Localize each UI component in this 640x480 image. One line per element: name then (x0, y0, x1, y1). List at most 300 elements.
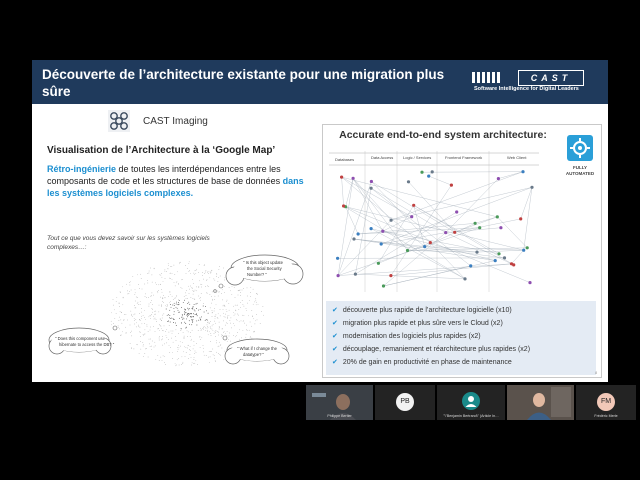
graph-dot (120, 320, 121, 321)
architecture-node (370, 227, 373, 230)
graph-dot (206, 292, 207, 293)
graph-dot (175, 363, 176, 364)
benefit-text: découverte plus rapide de l’architecture logicielle (x10) (342, 307, 512, 314)
graph-dot (162, 298, 163, 299)
graph-dot (233, 312, 234, 313)
graph-dot (170, 273, 171, 274)
graph-dot (215, 360, 216, 361)
graph-dot (140, 304, 141, 305)
graph-dot (198, 287, 199, 288)
graph-dot (218, 332, 219, 333)
graph-dot (208, 271, 209, 272)
graph-dot (195, 351, 196, 352)
graph-dot (169, 302, 170, 303)
graph-dot (178, 310, 179, 311)
graph-dot (189, 271, 190, 272)
graph-dot (220, 355, 221, 356)
graph-dot (219, 291, 220, 292)
architecture-node (450, 184, 453, 187)
graph-dot (200, 309, 201, 310)
graph-dot (223, 309, 224, 310)
graph-dot (197, 315, 198, 316)
graph-dot (189, 324, 190, 325)
architecture-edge (338, 178, 353, 275)
architecture-node (522, 249, 525, 252)
architecture-node (340, 176, 343, 179)
graph-dot (132, 276, 133, 277)
graph-dot (246, 334, 247, 335)
graph-dot (136, 327, 137, 328)
graph-dot (207, 322, 208, 323)
graph-dot (180, 262, 181, 263)
graph-dot (194, 357, 195, 358)
graph-dot (144, 310, 145, 311)
graph-dot (111, 312, 112, 313)
architecture-node (429, 241, 432, 244)
graph-dot (182, 317, 183, 318)
graph-dot (167, 305, 168, 306)
graph-dot (188, 332, 189, 333)
graph-dot (131, 331, 132, 332)
graph-dot (154, 314, 155, 315)
architecture-edge (371, 188, 471, 266)
graph-dot (263, 315, 264, 316)
graph-dot (250, 292, 251, 293)
graph-dot (149, 304, 150, 305)
graph-dot (178, 284, 179, 285)
architecture-edge (391, 264, 512, 276)
architecture-edge (355, 188, 371, 274)
graph-dot (174, 303, 175, 304)
graph-dot (212, 329, 213, 330)
architecture-edge (384, 261, 496, 286)
graph-dot (225, 317, 226, 318)
graph-dot (200, 300, 201, 301)
graph-dot (139, 319, 140, 320)
graph-dot (245, 337, 246, 338)
thought-cloud-1 (214, 255, 303, 292)
graph-dot (174, 265, 175, 266)
graph-dot (218, 318, 219, 319)
architecture-edge (524, 187, 532, 250)
graph-dot (183, 362, 184, 363)
architecture-node (530, 186, 533, 189)
graph-dot (253, 304, 254, 305)
graph-dot (250, 296, 251, 297)
graph-dot (158, 312, 159, 313)
graph-dot (154, 342, 155, 343)
graph-dot (206, 319, 207, 320)
graph-dot (191, 357, 192, 358)
graph-dot (135, 289, 136, 290)
graph-dot (227, 317, 228, 318)
graph-dot (239, 321, 240, 322)
graph-dot (216, 292, 217, 293)
architecture-edge (371, 182, 465, 279)
graph-dot (122, 304, 123, 305)
graph-dot (231, 328, 232, 329)
description-lead: Rétro-ingénierie (47, 164, 117, 174)
graph-dot (152, 309, 153, 310)
graph-dot (173, 299, 174, 300)
participant-tile-video[interactable] (306, 385, 373, 420)
graph-dot (243, 288, 244, 289)
graph-dot (147, 273, 148, 274)
graph-dot (212, 316, 213, 317)
graph-dot (131, 347, 132, 348)
graph-dot (150, 339, 151, 340)
graph-dot (206, 310, 207, 311)
graph-dot (258, 304, 259, 305)
graph-dot (163, 314, 164, 315)
graph-dot (142, 289, 143, 290)
graph-dot (173, 322, 174, 323)
architecture-node (453, 231, 456, 234)
graph-dot (182, 314, 183, 315)
graph-dot (157, 292, 158, 293)
graph-dot (212, 326, 213, 327)
graph-dot (225, 325, 226, 326)
graph-dot (214, 358, 215, 359)
participant-tile-video-2[interactable] (507, 385, 574, 420)
graph-dot (250, 287, 251, 288)
graph-dot (150, 318, 151, 319)
graph-dot (187, 348, 188, 349)
graph-dot (183, 332, 184, 333)
graph-dot (214, 355, 215, 356)
graph-dot (159, 338, 160, 339)
graph-dot (130, 311, 131, 312)
graph-dot (161, 320, 162, 321)
graph-dot (144, 317, 145, 318)
graph-dot (156, 284, 157, 285)
graph-dot (154, 268, 155, 269)
check-icon: ✔ (332, 359, 338, 366)
graph-dot (216, 343, 217, 344)
architecture-node (455, 210, 458, 213)
cloud-3-line-1: " What if I change the (237, 346, 277, 351)
graph-dot (235, 336, 236, 337)
graph-dot (131, 336, 132, 337)
graph-dot (203, 329, 204, 330)
graph-dot (196, 270, 197, 271)
graph-dot (162, 301, 163, 302)
graph-dot (172, 305, 173, 306)
graph-dot (263, 306, 264, 307)
graph-dot (249, 300, 250, 301)
graph-dot (128, 294, 129, 295)
graph-dot (167, 304, 168, 305)
column-databases: Databases (335, 157, 355, 162)
graph-dot (196, 314, 197, 315)
graph-dot (178, 333, 179, 334)
graph-dot (179, 365, 180, 366)
graph-dot (210, 294, 211, 295)
graph-dot (213, 354, 214, 355)
graph-dot (196, 352, 197, 353)
graph-dot (146, 348, 147, 349)
graph-dot (194, 341, 195, 342)
graph-dot (257, 293, 258, 294)
participant-tile-benjamin[interactable] (437, 385, 505, 420)
graph-dot (144, 284, 145, 285)
graph-dot (136, 297, 137, 298)
architecture-node (357, 232, 360, 235)
graph-dot (150, 268, 151, 269)
graph-dot (126, 284, 127, 285)
graph-dot (162, 298, 163, 299)
graph-dot (233, 306, 234, 307)
thought-cloud-2 (49, 326, 117, 354)
graph-dot (170, 292, 171, 293)
graph-dot (204, 326, 205, 327)
participant-tile-fm[interactable] (576, 385, 636, 420)
cast-bars-icon (472, 72, 500, 83)
architecture-edge (338, 182, 371, 276)
graph-dot (179, 318, 180, 319)
graph-dot (177, 271, 178, 272)
graph-dot (152, 275, 153, 276)
graph-dot (119, 306, 120, 307)
architecture-node (526, 246, 529, 249)
graph-dot (187, 336, 188, 337)
graph-dot (152, 312, 153, 313)
graph-dot (197, 364, 198, 365)
graph-dot (181, 330, 182, 331)
graph-dot (211, 351, 212, 352)
graph-dot (176, 307, 177, 308)
graph-dot (231, 294, 232, 295)
architecture-edge (378, 205, 413, 263)
graph-dot (159, 274, 160, 275)
graph-dot (158, 290, 159, 291)
graph-dot (246, 325, 247, 326)
graph-dot (137, 274, 138, 275)
benefit-text: 20% de gain en productivité en phase de maintenance (342, 359, 512, 366)
graph-dot (241, 321, 242, 322)
graph-dot (143, 335, 144, 336)
graph-dot (165, 364, 166, 365)
architecture-edge (355, 274, 465, 279)
graph-dot (140, 332, 141, 333)
graph-dot (228, 303, 229, 304)
graph-dot (127, 320, 128, 321)
architecture-node (444, 231, 447, 234)
benefit-item (332, 332, 481, 340)
graph-dot (162, 345, 163, 346)
graph-dot (253, 289, 254, 290)
graph-dot (222, 348, 223, 349)
graph-dot (135, 301, 136, 302)
graph-dot (119, 303, 120, 304)
graph-dot (123, 298, 124, 299)
architecture-node (381, 230, 384, 233)
graph-dot (180, 341, 181, 342)
architecture-edge (477, 250, 524, 252)
architecture-node (423, 245, 426, 248)
graph-dot (173, 318, 174, 319)
cloud-1-line-3: Number? " (247, 272, 267, 277)
graph-dot (170, 278, 171, 279)
graph-dot (216, 315, 217, 316)
graph-dot (142, 323, 143, 324)
graph-dot (205, 320, 206, 321)
graph-dot (208, 357, 209, 358)
architecture-edge (354, 239, 477, 252)
architecture-node (499, 226, 502, 229)
graph-dot (210, 333, 211, 334)
graph-dot (188, 315, 189, 316)
graph-dot (187, 268, 188, 269)
participant-name: "\"Benjamin Bertrand\" (Article In… (443, 414, 499, 418)
graph-dot (129, 293, 130, 294)
graph-dot (255, 298, 256, 299)
graph-dot (196, 308, 197, 309)
graph-dot (188, 358, 189, 359)
benefit-item (332, 358, 512, 366)
graph-dot (166, 337, 167, 338)
graph-dot (214, 321, 215, 322)
graph-dot (194, 353, 195, 354)
graph-dot (168, 339, 169, 340)
graph-dot (153, 295, 154, 296)
graph-dot (214, 316, 215, 317)
graph-dot (138, 326, 139, 327)
graph-dot (130, 325, 131, 326)
graph-dot (243, 330, 244, 331)
graph-dot (134, 320, 135, 321)
architecture-edge (429, 176, 452, 185)
graph-dot (236, 310, 237, 311)
architecture-node (377, 262, 380, 265)
graph-dot (138, 302, 139, 303)
cloud-3-line-2: datatype? " (243, 352, 265, 357)
graph-dot (186, 327, 187, 328)
graph-dot (225, 306, 226, 307)
graph-dot (184, 313, 185, 314)
graph-dot (225, 333, 226, 334)
graph-dot (217, 331, 218, 332)
graph-dot (223, 268, 224, 269)
graph-dot (209, 323, 210, 324)
graph-dot (183, 338, 184, 339)
graph-dot (170, 347, 171, 348)
graph-dot (220, 316, 221, 317)
graph-dot (202, 328, 203, 329)
participant-tile-pb[interactable] (375, 385, 435, 420)
graph-dot (191, 319, 192, 320)
graph-dot (214, 311, 215, 312)
graph-dot (140, 274, 141, 275)
graph-dot (149, 316, 150, 317)
graph-dot (175, 297, 176, 298)
graph-dot (205, 286, 206, 287)
graph-dot (176, 296, 177, 297)
graph-dot (150, 316, 151, 317)
graph-dot (183, 351, 184, 352)
graph-dot (188, 286, 189, 287)
architecture-node (497, 252, 500, 255)
graph-dot (196, 290, 197, 291)
graph-dot (174, 311, 175, 312)
graph-dot (181, 322, 182, 323)
graph-dot (187, 330, 188, 331)
graph-dot (186, 298, 187, 299)
graph-dot (175, 298, 176, 299)
note-text: Tout ce que vous devez savoir sur les systèmes logiciels complexes…: (47, 235, 210, 251)
graph-dot (162, 360, 163, 361)
badge-line-2: AUTOMATED (565, 170, 595, 176)
graph-dot (229, 336, 230, 337)
graph-dot (171, 266, 172, 267)
graph-dot (194, 299, 195, 300)
graph-dot (147, 325, 148, 326)
graph-dot (203, 279, 204, 280)
graph-dot (176, 282, 177, 283)
graph-dot (212, 312, 213, 313)
graph-dot (214, 308, 215, 309)
graph-dot (126, 333, 127, 334)
graph-dot (196, 343, 197, 344)
graph-dot (166, 335, 167, 336)
graph-dot (222, 289, 223, 290)
benefit-item (332, 319, 503, 327)
graph-dot (217, 291, 218, 292)
graph-dot (216, 340, 217, 341)
graph-dot (164, 326, 165, 327)
graph-dot (156, 319, 157, 320)
graph-dot (192, 362, 193, 363)
graph-dot (224, 286, 225, 287)
graph-dot (208, 313, 209, 314)
graph-dot (163, 330, 164, 331)
graph-dot (178, 349, 179, 350)
graph-dot (189, 308, 190, 309)
graph-dot (235, 310, 236, 311)
architecture-node (427, 175, 430, 178)
graph-dot (152, 341, 153, 342)
graph-dot (255, 300, 256, 301)
graph-dot (163, 295, 164, 296)
graph-dot (209, 351, 210, 352)
graph-dot (161, 326, 162, 327)
graph-dot (135, 308, 136, 309)
architecture-node (469, 264, 472, 267)
graph-dot (173, 342, 174, 343)
graph-dot (165, 305, 166, 306)
graph-dot (170, 266, 171, 267)
graph-dot (256, 304, 257, 305)
graph-dot (191, 339, 192, 340)
graph-dot (216, 352, 217, 353)
graph-dot (176, 365, 177, 366)
graph-dot (176, 329, 177, 330)
graph-dot (149, 306, 150, 307)
graph-dot (200, 284, 201, 285)
graph-dot (215, 318, 216, 319)
graph-dot (172, 358, 173, 359)
graph-dot (221, 335, 222, 336)
graph-dot (141, 308, 142, 309)
graph-dot (209, 331, 210, 332)
graph-dot (186, 347, 187, 348)
graph-dot (182, 363, 183, 364)
graph-dot (153, 326, 154, 327)
graph-dot (220, 344, 221, 345)
graph-dot (126, 314, 127, 315)
graph-dot (169, 345, 170, 346)
graph-dot (219, 346, 220, 347)
